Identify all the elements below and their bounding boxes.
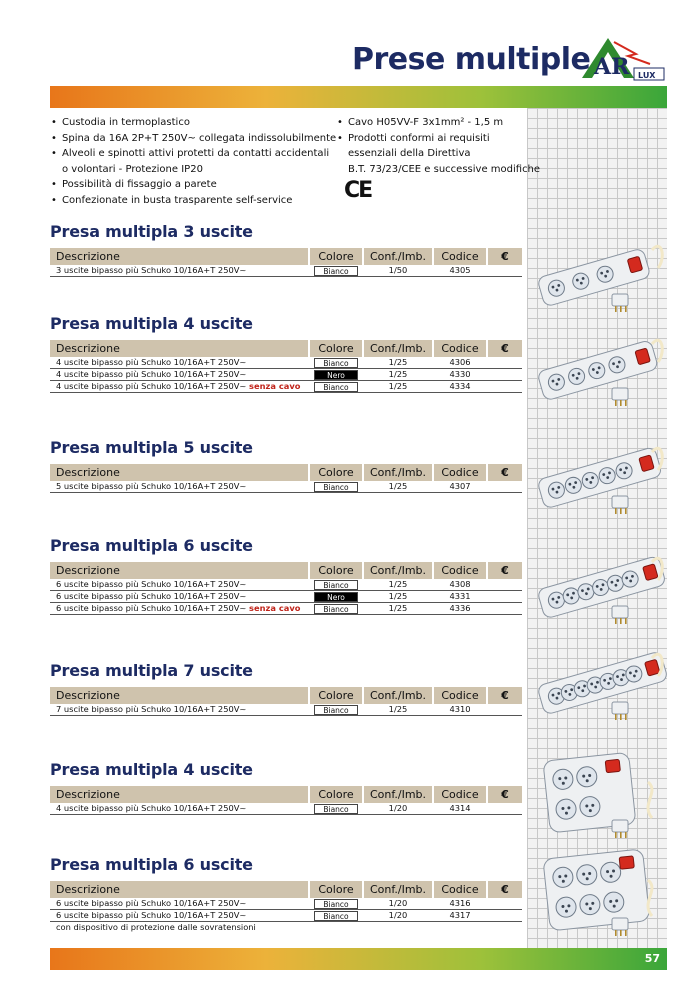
row-extra-note: senza cavo: [249, 381, 301, 391]
row-color: [310, 381, 362, 392]
color-badge: Bianco: [314, 604, 358, 614]
power-strip-image: [520, 228, 670, 320]
row-price: [488, 481, 522, 492]
column-header-color: Colore: [310, 687, 362, 704]
row-color: [310, 357, 362, 368]
column-header-packaging: Conf./Imb.: [364, 340, 432, 357]
column-header-color: Colore: [310, 562, 362, 579]
power-strip-image: [520, 840, 670, 940]
feature-item: • Cavo H05VV-F 3x1mm² - 1,5 m: [336, 115, 540, 131]
power-strip-image: [520, 322, 670, 414]
column-header-description: Descrizione: [50, 340, 308, 357]
row-description-text: 6 uscite bipasso più Schuko 10/16A+T 250V~: [56, 579, 247, 589]
row-price: [488, 898, 522, 909]
row-price: [488, 369, 522, 380]
row-packaging: 1/25: [388, 591, 408, 601]
row-code: 4314: [449, 803, 471, 813]
section-title: Presa multipla 6 uscite: [50, 536, 253, 555]
row-description: [50, 803, 308, 814]
table-header: [50, 687, 522, 704]
section-title: Presa multipla 4 uscite: [50, 760, 253, 779]
row-code: 4307: [449, 481, 471, 491]
row-code: 4336: [449, 603, 471, 613]
row-code: 4308: [449, 579, 471, 589]
row-description: [50, 357, 308, 368]
product-section: [50, 760, 522, 815]
row-price: [488, 704, 522, 715]
table-row: [50, 603, 522, 615]
column-header-code: Codice: [434, 881, 486, 898]
section-title: Presa multipla 6 uscite: [50, 855, 253, 874]
features-list-right: [336, 115, 540, 177]
row-color: [310, 591, 362, 602]
column-header-color: Colore: [310, 248, 362, 265]
column-header-packaging: Conf./Imb.: [364, 786, 432, 803]
power-strip-image: [520, 636, 670, 728]
color-badge: Bianco: [314, 580, 358, 590]
row-description-text: 4 uscite bipasso più Schuko 10/16A+T 250V~: [56, 381, 247, 391]
power-strip-image: [520, 540, 670, 632]
svg-text:LUX: LUX: [638, 71, 656, 80]
row-description: [50, 591, 308, 602]
ce-mark-icon: CE: [344, 178, 372, 203]
feature-item: • Prodotti conformi ai requisiti: [336, 131, 540, 147]
table-header: [50, 464, 522, 481]
column-header-packaging: Conf./Imb.: [364, 562, 432, 579]
table-row: [50, 803, 522, 815]
column-header-color: Colore: [310, 464, 362, 481]
row-code: 4331: [449, 591, 471, 601]
row-packaging: 1/25: [388, 381, 408, 391]
row-packaging: 1/25: [388, 357, 408, 367]
section-title: Presa multipla 5 uscite: [50, 438, 253, 457]
row-color: [310, 910, 362, 921]
color-badge: Bianco: [314, 358, 358, 368]
column-header-description: Descrizione: [50, 464, 308, 481]
feature-item: • Confezionate in busta trasparente self-service: [50, 193, 336, 209]
feature-item: • Custodia in termoplastico: [50, 115, 336, 131]
row-color: [310, 603, 362, 614]
row-color: [310, 579, 362, 590]
column-header-packaging: Conf./Imb.: [364, 464, 432, 481]
column-header-code: Codice: [434, 562, 486, 579]
column-header-price: €: [488, 881, 522, 898]
column-header-code: Codice: [434, 248, 486, 265]
feature-item-continuation: o volontari - Protezione IP20: [62, 163, 203, 175]
product-section: [50, 661, 522, 716]
section-title: Presa multipla 4 uscite: [50, 314, 253, 333]
row-color: [310, 803, 362, 814]
color-badge: Bianco: [314, 705, 358, 715]
row-price: [488, 803, 522, 814]
column-header-packaging: Conf./Imb.: [364, 687, 432, 704]
page-number: 57: [644, 952, 660, 965]
color-badge: Bianco: [314, 382, 358, 392]
table-row: [50, 369, 522, 381]
column-header-description: Descrizione: [50, 881, 308, 898]
color-badge: Nero: [314, 370, 358, 380]
row-code: 4310: [449, 704, 471, 714]
table-header: [50, 562, 522, 579]
row-code: 4316: [449, 898, 471, 908]
row-description: [50, 704, 308, 715]
feature-item: • Possibilità di fissaggio a parete: [50, 177, 336, 193]
column-header-color: Colore: [310, 786, 362, 803]
row-description: [50, 579, 308, 590]
power-strip-image: [520, 430, 670, 522]
color-badge: Nero: [314, 592, 358, 602]
table-header: [50, 340, 522, 357]
row-code: 4305: [449, 265, 471, 275]
feature-item: • Alveoli e spinotti attivi protetti da contatti accidentali: [50, 146, 336, 162]
column-header-price: €: [488, 687, 522, 704]
bottom-color-band: [50, 948, 667, 970]
column-header-description: Descrizione: [50, 562, 308, 579]
product-section: [50, 855, 522, 934]
row-description-text: 4 uscite bipasso più Schuko 10/16A+T 250V~: [56, 369, 247, 379]
row-packaging: 1/25: [388, 369, 408, 379]
table-row: [50, 381, 522, 393]
row-packaging: 1/25: [388, 579, 408, 589]
row-code: 4330: [449, 369, 471, 379]
table-row: [50, 481, 522, 493]
row-description-text: 3 uscite bipasso più Schuko 10/16A+T 250V~: [56, 265, 247, 275]
row-description-text: 6 uscite bipasso più Schuko 10/16A+T 250V~: [56, 591, 247, 601]
row-price: [488, 381, 522, 392]
color-badge: Bianco: [314, 911, 358, 921]
row-packaging: 1/25: [388, 603, 408, 613]
row-packaging: 1/50: [388, 265, 408, 275]
row-description-text: 7 uscite bipasso più Schuko 10/16A+T 250V~: [56, 704, 247, 714]
row-description: [50, 481, 308, 492]
column-header-description: Descrizione: [50, 248, 308, 265]
table-header: [50, 881, 522, 898]
column-header-color: Colore: [310, 340, 362, 357]
row-description-text: 6 uscite bipasso più Schuko 10/16A+T 250V~: [56, 910, 247, 920]
row-description-text: 5 uscite bipasso più Schuko 10/16A+T 250V~: [56, 481, 247, 491]
table-header: [50, 786, 522, 803]
column-header-code: Codice: [434, 786, 486, 803]
section-title: Presa multipla 3 uscite: [50, 222, 253, 241]
row-code: 4306: [449, 357, 471, 367]
color-badge: Bianco: [314, 266, 358, 276]
column-header-price: €: [488, 464, 522, 481]
row-description-text: 4 uscite bipasso più Schuko 10/16A+T 250V~: [56, 357, 247, 367]
row-color: [310, 898, 362, 909]
svg-text:AR: AR: [594, 54, 630, 80]
column-header-color: Colore: [310, 881, 362, 898]
row-description: [50, 369, 308, 380]
row-packaging: 1/20: [388, 910, 408, 920]
color-badge: Bianco: [314, 482, 358, 492]
row-price: [488, 357, 522, 368]
section-title: Presa multipla 7 uscite: [50, 661, 253, 680]
row-price: [488, 579, 522, 590]
table-row: [50, 357, 522, 369]
row-description: [50, 265, 308, 276]
row-price: [488, 603, 522, 614]
column-header-price: €: [488, 340, 522, 357]
row-packaging: 1/20: [388, 803, 408, 813]
row-description-text: 4 uscite bipasso più Schuko 10/16A+T 250V~: [56, 803, 247, 813]
product-section: [50, 438, 522, 493]
table-row: [50, 910, 522, 922]
row-description: [50, 381, 308, 392]
column-header-price: €: [488, 786, 522, 803]
row-packaging: 1/25: [388, 481, 408, 491]
row-description-text: 6 uscite bipasso più Schuko 10/16A+T 250V~: [56, 603, 247, 613]
color-badge: Bianco: [314, 804, 358, 814]
column-header-packaging: Conf./Imb.: [364, 881, 432, 898]
brand-logo: [578, 34, 668, 82]
product-section: [50, 536, 522, 615]
column-header-description: Descrizione: [50, 786, 308, 803]
row-note-text: con dispositivo di protezione dalle sovratensioni: [56, 922, 256, 932]
row-color: [310, 369, 362, 380]
table-row: [50, 591, 522, 603]
row-color: [310, 265, 362, 276]
row-packaging: 1/25: [388, 704, 408, 714]
row-description: [50, 603, 308, 614]
column-header-price: €: [488, 248, 522, 265]
column-header-packaging: Conf./Imb.: [364, 248, 432, 265]
column-header-code: Codice: [434, 340, 486, 357]
table-header: [50, 248, 522, 265]
row-color: [310, 704, 362, 715]
page-title: Prese multiple: [352, 42, 591, 77]
column-header-price: €: [488, 562, 522, 579]
feature-item: • Spina da 16A 2P+T 250V~ collegata indissolubilmente: [50, 131, 336, 147]
row-price: [488, 591, 522, 602]
table-row: [50, 265, 522, 277]
table-row: [50, 704, 522, 716]
feature-item-continuation: B.T. 73/23/CEE e successive modifiche: [348, 163, 541, 175]
color-badge: Bianco: [314, 899, 358, 909]
table-row-note: [50, 922, 522, 934]
product-section: [50, 314, 522, 393]
row-description: [50, 910, 308, 921]
feature-item-continuation: essenziali della Direttiva: [348, 148, 471, 159]
column-header-code: Codice: [434, 464, 486, 481]
row-code: 4334: [449, 381, 471, 391]
power-strip-image: [520, 742, 670, 842]
column-header-code: Codice: [434, 687, 486, 704]
row-extra-note: senza cavo: [249, 603, 301, 613]
features-list-left: [50, 115, 336, 208]
table-row: [50, 579, 522, 591]
row-description-text: 6 uscite bipasso più Schuko 10/16A+T 250V~: [56, 898, 247, 908]
row-packaging: 1/20: [388, 898, 408, 908]
row-price: [488, 910, 522, 921]
row-description: [50, 898, 308, 909]
row-color: [310, 481, 362, 492]
row-price: [488, 265, 522, 276]
product-section: [50, 222, 522, 277]
top-color-band: [50, 86, 667, 108]
column-header-description: Descrizione: [50, 687, 308, 704]
table-row: [50, 898, 522, 910]
row-code: 4317: [449, 910, 471, 920]
